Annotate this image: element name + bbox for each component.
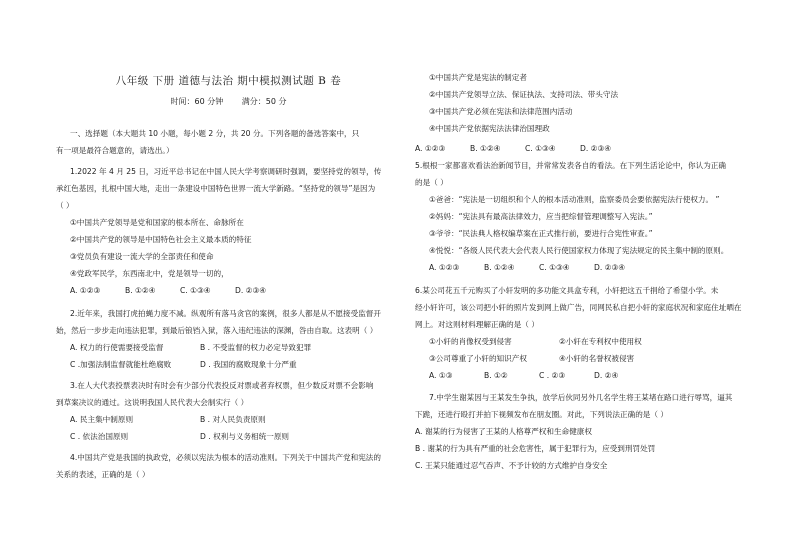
q1-item: ③党员负有建设一流大学的全部责任和使命 bbox=[70, 252, 214, 261]
q6-stem: 6.某公司花五千元购买了小轩发明的多功能文具盒专利，小轩把这五千捐给了希望小学。未 bbox=[415, 286, 719, 295]
option-d: D . 我国的腐败现象十分严重 bbox=[200, 360, 297, 369]
q3-options bbox=[56, 414, 401, 425]
option-d: D. ②④ bbox=[594, 371, 619, 380]
q4-item: ④中国共产党依据宪法法律治国理政 bbox=[429, 124, 550, 133]
option-b: B . 对人民负责原则 bbox=[200, 415, 266, 424]
option-b: B . 不受监督的权力必定导致犯罪 bbox=[200, 343, 312, 352]
q4-item: ①中国共产党是宪法的制定者 bbox=[429, 73, 527, 82]
q3-options bbox=[56, 431, 401, 442]
question-4 bbox=[56, 452, 401, 480]
option-d: D. ②③④ bbox=[580, 144, 612, 153]
option-d: D . 权利与义务相统一原则 bbox=[200, 432, 290, 441]
q5-options bbox=[415, 262, 750, 273]
q7-option: C. 王某只能通过忍气吞声、不予计较的方式维护自身安全 bbox=[415, 461, 608, 470]
q3-stem: 3.在人大代表投票表决时有时会有少部分代表投反对票或者弃权票，但少数反对票不会影响 bbox=[70, 381, 374, 390]
q6-item: ①小轩的肖像权受到侵害 bbox=[429, 337, 512, 346]
option-d: D. ②③④ bbox=[594, 263, 626, 272]
q7-option: A. 谢某的行为侵害了王某的人格尊严权和生命健康权 bbox=[415, 427, 592, 436]
option-c: C. ①③④ bbox=[539, 263, 570, 272]
option-a: A. ①③ bbox=[429, 371, 453, 380]
q6-options bbox=[415, 370, 750, 381]
option-a: A. ①②③ bbox=[429, 263, 460, 272]
option-c: C . 依法治国原则 bbox=[70, 432, 129, 441]
section1-intro bbox=[56, 128, 401, 156]
question-3 bbox=[56, 380, 401, 442]
option-c: C . ②③ bbox=[539, 371, 566, 380]
q5-item: ①爸爸：“宪法是一切组织和个人的根本活动准则，监察委员会要依据宪法行使权力。 ” bbox=[429, 195, 720, 204]
q1-options bbox=[56, 285, 401, 296]
q4-stem: 关系的表述，正确的是（ ） bbox=[56, 470, 150, 479]
q5-item: ②妈妈：“宪法具有最高法律效力，应当把综督管理调整写入宪法。” bbox=[429, 212, 653, 221]
q5-item: ④悦悦：“各级人民代表大会代表人民行使国家权力体现了宪法规定的民主集中制的原则。 bbox=[429, 246, 729, 255]
question-6 bbox=[415, 285, 750, 381]
q6-item: ④小轩的名誉权被侵害 bbox=[559, 354, 635, 363]
q2-stem: 始，然后一步步走向违法犯罪，到最后锒铛入狱，落入违纪违法的深渊，咎由自取。这表明（ ） bbox=[56, 326, 378, 335]
question-2 bbox=[56, 308, 401, 370]
q7-stem: 7.中学生谢某因与王某发生争执，放学后伙同另外几名学生将王某堵在路口进行辱骂，逼其 bbox=[429, 393, 733, 402]
q1-stem: 1.2022 年 4 月 25 日，习近平总书记在中国人民大学考察调研时强调，要坚持党的领导，传 bbox=[70, 167, 382, 176]
q5-stem: 5.根根一家都喜欢看法治新闻节目，并常常发表各自的看法。在下列生活论论中，你认为正确 bbox=[415, 161, 726, 170]
option-a: A. ①②③ bbox=[70, 286, 101, 295]
q4-stem: 4.中国共产党是我国的执政党，必须以宪法为根本的活动准则。下列关于中国共产党和宪法的 bbox=[70, 453, 381, 462]
q1-stem: 承红色基因，扎根中国大地，走出一条建设中国特色世界一流大学新路。“坚持党的领导”是因为 bbox=[56, 184, 376, 193]
q2-options bbox=[56, 342, 401, 353]
exam-score: 满分：50 分 bbox=[241, 97, 287, 106]
q6-item: ③公司尊重了小轩的知识产权 bbox=[429, 354, 527, 363]
option-b: B. ①②④ bbox=[484, 263, 515, 272]
q6-items bbox=[415, 336, 750, 347]
q5-item: ③爷爷：“民法典人格权编草案在正式推行前，要进行合宪性审查。” bbox=[429, 229, 653, 238]
option-a: A. 权力的行使需要接受监督 bbox=[70, 343, 164, 352]
option-c: C. ①③④ bbox=[180, 286, 211, 295]
q1-item: ①中国共产党领导是党和国家的根本所在、命脉所在 bbox=[70, 218, 244, 227]
exam-time: 时间：60 分钟 bbox=[170, 97, 224, 106]
intro-line: 有一项是最符合题意的，请选出。） bbox=[56, 146, 174, 155]
q6-item: ②小轩在专利权中使用权 bbox=[559, 337, 642, 346]
exam-subtitle bbox=[56, 96, 401, 107]
q6-items bbox=[415, 353, 750, 364]
question-4-continued bbox=[415, 72, 750, 154]
option-b: B. ①②④ bbox=[125, 286, 156, 295]
q4-item: ②中国共产党领导立法、保证执法、支持司法、带头守法 bbox=[429, 90, 619, 99]
option-a: A. 民主集中制原则 bbox=[70, 415, 134, 424]
question-1 bbox=[56, 166, 401, 296]
option-b: B. ①②④ bbox=[470, 144, 501, 153]
q5-stem: 的是（ ） bbox=[415, 178, 448, 187]
q4-item: ③中国共产党必须在宪法和法律范围内活动 bbox=[429, 107, 573, 116]
q6-stem: 网上。对这则材料理解正确的是（ ） bbox=[415, 320, 539, 329]
q1-stem: （ ） bbox=[56, 201, 74, 210]
q7-option: B . 谢某的行为具有严重的社会危害性，属于犯罪行为，应受到刑罚处罚 bbox=[415, 444, 656, 453]
option-d: D. ②③④ bbox=[235, 286, 267, 295]
q1-item: ④党政军民学，东西南北中，党是领导一切的， bbox=[70, 269, 229, 278]
q2-stem: 2.近年来，我国打虎拍蝇力度不减。纵观所有落马贪官的案例，很多人都是从不愿接受监督开 bbox=[70, 309, 381, 318]
intro-line: 一、选择题（本大题共 10 小题，每小题 2 分，共 20 分。下列各题的备选答案中，只 bbox=[70, 129, 360, 138]
option-a: A. ①②③ bbox=[415, 144, 446, 153]
exam-title: 八年级 下册 道德与法治 期中模拟测试题 B 卷 bbox=[115, 75, 342, 87]
q4-options bbox=[415, 143, 750, 154]
option-c: C. ①③④ bbox=[525, 144, 556, 153]
q2-options bbox=[56, 359, 401, 370]
q7-stem: 下跪，还进行殴打并拍下视频发布在朋友圈。对此，下列说法正确的是（ ） bbox=[415, 410, 669, 419]
q6-stem: 经小轩许可，该公司把小轩的照片发到网上做广告，同网民私自把小轩的家庭状况和家庭住址晒在 bbox=[415, 303, 742, 312]
option-b: B. ①② bbox=[484, 371, 508, 380]
question-7 bbox=[415, 392, 750, 471]
q3-stem: 到草案决议的通过。这说明我国人民代表大会制实行（ ） bbox=[56, 398, 249, 407]
q1-item: ②中国共产党的领导是中国特色社会主义最本质的特征 bbox=[70, 235, 252, 244]
option-c: C .加强法制监督就能杜绝腐败 bbox=[70, 360, 172, 369]
question-5 bbox=[415, 160, 750, 273]
